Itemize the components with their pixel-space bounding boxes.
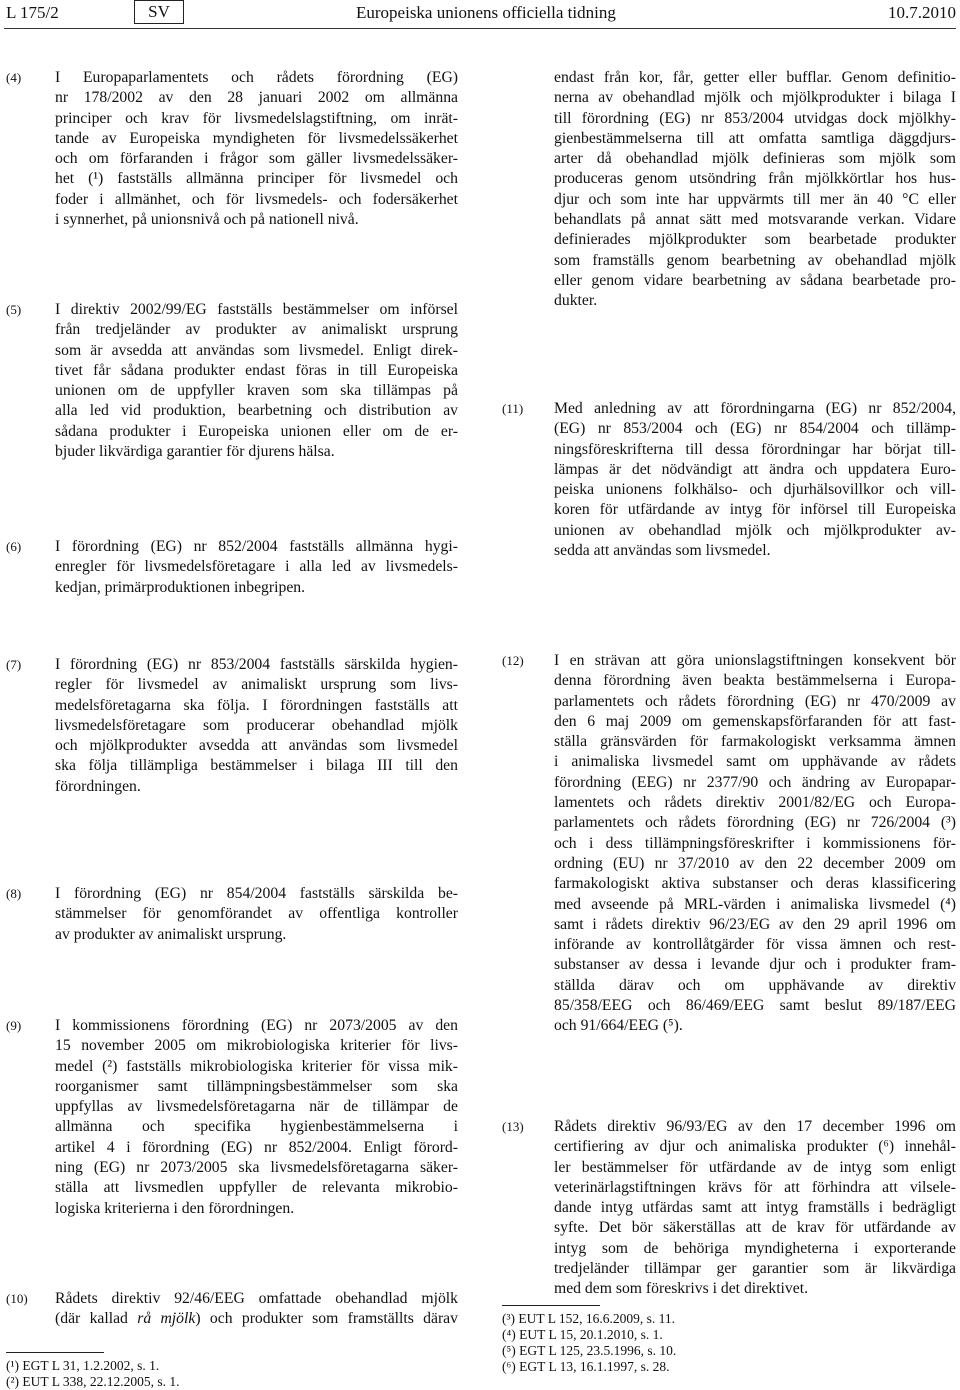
recital-line: het (¹) fastställs allmänna principer för livsmedel och	[55, 170, 458, 188]
recital-line: tivet får sådana produkter endast föras in till Europeiska	[55, 361, 458, 379]
recital-line: ställa att livsmedlen uppfyller de relevanta mikrobio-	[55, 1179, 458, 1197]
recital-text	[554, 68, 956, 312]
recital-text	[554, 1117, 956, 1300]
recital-number: (13)	[502, 1119, 524, 1134]
recital-number: (9)	[6, 1018, 22, 1033]
recital-line: lämpas är det nödvändigt att ändra och uppdatera Euro-	[554, 460, 956, 478]
recital-line: syfte. Det bör säkerställas att de krav för utfärdande av	[554, 1219, 956, 1237]
recital-line: endast från kor, får, getter eller bufflar. Genom definitio-	[554, 69, 956, 86]
recital-line: Rådets direktiv 92/46/EEG omfattade obehandlad mjölk	[55, 1290, 458, 1307]
recital-line: livsmedelsföretagare som producerar obehandlad mjölk	[55, 716, 458, 734]
footnote-rule-right	[502, 1305, 600, 1306]
footnote-left-1: (¹) EGT L 31, 1.2.2002, s. 1.	[6, 1358, 160, 1373]
recital-line: veterinärlagstiftningen krävs för att förhindra att vilsele-	[554, 1178, 956, 1196]
footnote-right-3: (³) EUT L 152, 16.6.2009, s. 11.	[502, 1311, 676, 1326]
recital-line: och om förfaranden i frågor som gäller livsmedelssäker-	[55, 150, 458, 168]
recital-line: lamentets och rådets direktiv 2001/82/EG och Europa-	[554, 794, 956, 812]
recital-line: alla led vid produktion, bearbetning och distribution av	[55, 402, 458, 420]
recital-line: den 6 maj 2009 om gemenskapsförfaranden för att fast-	[554, 712, 956, 730]
recital-line: Med anledning av att förordningarna (EG) nr 852/2004,	[554, 400, 956, 417]
recital-line: farmakologiskt aktiva substanser och deras klassificering	[554, 875, 956, 893]
recital-line: I förordning (EG) nr 854/2004 fastställs särskilda be-	[55, 885, 458, 902]
footnote-rule-left	[6, 1352, 104, 1353]
recital-line: nr 178/2002 av den 28 januari 2002 om allmänna	[55, 89, 458, 107]
recital-line: I förordning (EG) nr 853/2004 fastställs särskilda hygien-	[55, 656, 458, 673]
recital-line: artikel 4 i förordning (EG) nr 852/2004. Enligt förord-	[55, 1138, 458, 1156]
language-badge: SV	[134, 0, 184, 24]
recital-line: I en strävan att göra unionslagstiftningen konsekvent bör	[554, 652, 956, 669]
recital-line: i synnerhet, på unionsnivå och på nationell nivå.	[55, 211, 359, 229]
recital-line: principer och krav för livsmedelslagstiftning, om inrät-	[55, 109, 458, 127]
recital-text	[55, 1016, 458, 1219]
recital-number: (12)	[502, 653, 524, 668]
recital-line: ska följa tillämpliga bestämmelser i bilaga III till den	[55, 757, 458, 775]
footnote-right-5: (⁵) EGT L 125, 23.5.1996, s. 10.	[502, 1343, 677, 1358]
recital-line: substanser av dessa i levande djur och i produkter fram-	[554, 956, 956, 974]
recital-text	[554, 651, 956, 1037]
recital-line: denna förordning även beakta bestämmelserna i Europa-	[554, 672, 956, 690]
journal-header	[0, 0, 960, 30]
recital-number: (6)	[6, 539, 22, 554]
recital-line: av produkter av animaliskt ursprung.	[55, 925, 287, 943]
recital-line: peiska unionens folkhälso- och djurhälsovillkor och vill-	[554, 481, 956, 499]
recital-line: och mjölkprodukter avsedda att användas som livsmedel	[55, 737, 458, 755]
recital-line: koren för utfärdande av intyg för införsel till Europeiska	[554, 501, 956, 519]
recital-line: stämmelser för genomförandet av offentliga kontroller	[55, 905, 458, 923]
recital-line: roorganismer samt tillämpningsbestämmelser som ska	[55, 1077, 458, 1095]
recital-line: tredjeländer tillämpar ger garantier som är likvärdiga	[554, 1260, 956, 1278]
recital-number: (11)	[502, 401, 524, 416]
recital-line	[55, 1309, 458, 1329]
recital-line: enregler för livsmedelsföretagare i alla led av livsmedels-	[55, 558, 458, 576]
recital-text	[55, 537, 458, 598]
header-rule	[4, 28, 956, 29]
recital-line: foder i allmänhet, och för livsmedels- och fodersäkerhet	[55, 190, 458, 208]
recital-line: djur och som inte har uppvärmts till mer än 40 °C eller	[554, 190, 956, 208]
recital-line: införande av kontrollåtgärder för vissa ämnen och rest-	[554, 936, 956, 954]
recital-line: ningsföreskrifterna till dessa förordningar har börjat till-	[554, 440, 956, 458]
recital-line: I Europaparlamentets och rådets förordning (EG)	[55, 69, 458, 86]
recital-line: allmänna och specifika hygienbestämmelserna i	[55, 1118, 458, 1136]
recital-line: samt i rådets direktiv 96/23/EG av den 29 april 1996 om	[554, 915, 956, 933]
recital-line: med avseende på MRL-värden i animaliska livsmedel (⁴)	[554, 895, 956, 913]
page-reference: L 175/2	[6, 3, 59, 22]
recital-number: (4)	[6, 70, 22, 85]
recital-line: med dem som föreskrivs i det direktivet.	[554, 1280, 808, 1298]
recital-line: ställa gränsvärden för farmakologiskt verksamma ämnen	[554, 733, 956, 751]
recital-line: kedjan, primärproduktionen inbegripen.	[55, 578, 306, 596]
recital-line: tande av Europeiska myndigheten för livsmedelssäkerhet	[55, 129, 458, 147]
recital-line: ordning (EU) nr 37/2010 av den 22 december 2009 om	[554, 854, 956, 872]
recital-line: unionen om de uppfyller kraven som ska tillämpas på	[55, 382, 458, 400]
footnote-left-2: (²) EUT L 338, 22.12.2005, s. 1.	[6, 1374, 180, 1389]
text-fragment: ) och produkter som framställts därav	[195, 1310, 458, 1328]
recital-line: sedda att användas som livsmedel.	[554, 542, 771, 560]
recital-text	[554, 399, 956, 561]
recital-number: (5)	[6, 302, 22, 317]
recital-line: I kommissionens förordning (EG) nr 2073/2005 av den	[55, 1017, 458, 1034]
recital-line: sådana produkter i Europeiska unionen eller om de er-	[55, 422, 458, 440]
recital-line: och i dess tillämpningsföreskrifter i kommissionens för-	[554, 834, 956, 852]
recital-line: 15 november 2005 om mikrobiologiska kriterier för livs-	[55, 1037, 458, 1055]
recital-line: förordningen.	[55, 777, 141, 795]
recital-line: förordning (EEG) nr 2377/90 och ändring av Europapar-	[554, 773, 956, 791]
recital-line: som framställs genom bearbetning av obehandlad mjölk	[554, 251, 956, 269]
recital-line: (EG) nr 853/2004 och (EG) nr 854/2004 och tillämp-	[554, 420, 956, 438]
recital-line: Rådets direktiv 96/93/EG av den 17 december 1996 om	[554, 1118, 956, 1135]
recital-line: unionen av obehandlad mjölk och mjölkprodukter av-	[554, 521, 956, 539]
recital-line: från tredjeländer av produkter av animaliskt ursprung	[55, 321, 458, 339]
recital-text	[55, 300, 458, 462]
journal-title: Europeiska unionens officiella tidning	[356, 3, 616, 22]
recital-line: behandlats på annat sätt med motsvarande verkan. Vidare	[554, 211, 956, 229]
recital-number: (7)	[6, 657, 22, 672]
recital-line: medel (²) fastställs mikrobiologiska kriterier för vissa mik-	[55, 1057, 458, 1075]
recital-line: gienbestämmelserna till att omfatta samtliga däggdjurs-	[554, 129, 956, 147]
recital-line: dande intyg utfärdas samt att intyg framställs i bedrägligt	[554, 1199, 956, 1217]
recital-line: ning (EG) nr 2073/2005 ska livsmedelsföretagarna säker-	[55, 1159, 458, 1177]
recital-line: regler för livsmedel av animaliskt ursprung som livs-	[55, 676, 458, 694]
text-fragment: (där kallad	[55, 1310, 138, 1328]
recital-line: ställda därav och om upphävande av direktiv	[554, 976, 956, 994]
recital-line: definierades mjölkprodukter som bearbetade produkter	[554, 231, 956, 249]
publication-date: 10.7.2010	[888, 3, 956, 22]
recital-line: I förordning (EG) nr 852/2004 fastställs allmänna hygi-	[55, 538, 458, 555]
recital-text	[55, 1289, 458, 1330]
recital-line: 85/358/EEG och 86/469/EEG samt beslut 89/187/EEG	[554, 997, 956, 1015]
recital-line: nerna av obehandlad mjölk och mjölkprodukter i bilaga I	[554, 89, 956, 107]
italic-term: rå mjölk	[137, 1310, 196, 1328]
recital-line: intyg som de behöriga myndigheterna i exporterande	[554, 1239, 956, 1257]
recital-text	[55, 68, 458, 230]
recital-line: arter då obehandlad mjölk definieras som mjölk som	[554, 150, 956, 168]
recital-line: och 91/664/EEG (⁵).	[554, 1017, 683, 1035]
recital-line: eller genom vidare bearbetning av sådana bearbetade pro-	[554, 271, 956, 289]
recital-line: parlamentets och rådets förordning (EG) nr 470/2009 av	[554, 692, 956, 710]
recital-line: I direktiv 2002/99/EG fastställs bestämmelser om införsel	[55, 301, 458, 318]
recital-line: logiska kriterierna i den förordningen.	[55, 1199, 295, 1217]
recital-text	[55, 655, 458, 797]
footnote-right-4: (⁴) EUT L 15, 20.1.2010, s. 1.	[502, 1327, 663, 1342]
footnote-right-6: (⁶) EGT L 13, 16.1.1997, s. 28.	[502, 1359, 670, 1374]
recital-number: (10)	[6, 1291, 28, 1306]
recital-line: uppfyllas av livsmedelsföretagarna när de tillämpar de	[55, 1098, 458, 1116]
recital-line: bjuder likvärdiga garantier för djurens hälsa.	[55, 443, 335, 461]
recital-text	[55, 884, 458, 945]
recital-line: till förordning (EG) nr 853/2004 utvidgas dock mjölkhy-	[554, 109, 956, 127]
recital-line: som är avsedda att användas som livsmedel. Enligt direk-	[55, 341, 458, 359]
recital-line: certifiering av djur och animaliska produkter (⁶) innehål-	[554, 1138, 956, 1156]
recital-line: ler bestämmelser för utfärdande av de intyg som enligt	[554, 1158, 956, 1176]
recital-number: (8)	[6, 886, 22, 901]
recital-line: parlamentets och rådets förordning (EG) nr 726/2004 (³)	[554, 814, 956, 832]
recital-line: i animaliska livsmedel samt om upphävande av rådets	[554, 753, 956, 771]
recital-line: dukter.	[554, 292, 598, 310]
recital-line: produceras genom utsöndring från mjölkkörtlar hos hus-	[554, 170, 956, 188]
recital-line: medelsföretagarna ska följa. I förordningen fastställs att	[55, 696, 458, 714]
